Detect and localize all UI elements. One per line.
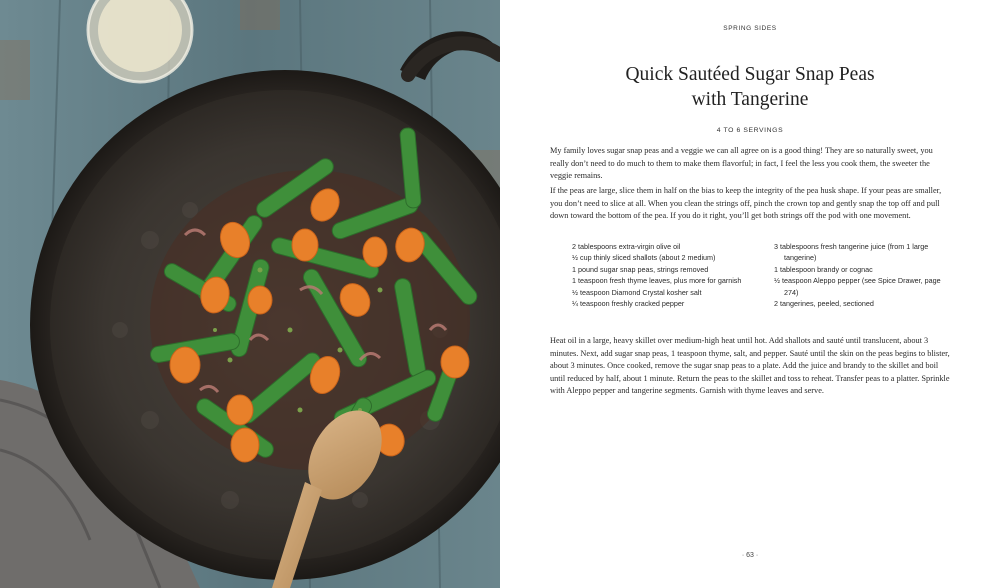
ingredient-item: 1 pound sugar snap peas, strings removed — [572, 264, 709, 274]
method-paragraph: Heat oil in a large, heavy skillet over medium-high heat until hot. Add shallots and sauté until translucent, about 3 minutes. Next, add sugar snap peas, 1 teaspoon thyme, salt, and pepper. Sauté until the skin on the peas begins to blister, about 3 minutes. Once cooked, remove the sugar snap peas to a plate. Add the juice and brandy to the skillet and boil until reduced by half, about 1 minute. Return the peas to the skillet and toss to reheat. Transfer peas to a platter. Sprinkle with Aleppo pepper and tangerine segments. Garnish with thyme leaves and serve. — [550, 336, 950, 396]
ingredient-item: ¼ teaspoon freshly cracked pepper — [572, 299, 685, 309]
ingredient-item: 1 teaspoon fresh thyme leaves, plus more for garnish — [572, 276, 742, 286]
intro-paragraph-1: My family loves sugar snap peas and a veggie we can all agree on is a good thing! They are so naturally sweet, you really don’t need to do much to them to make them flavorful; in fact, I feel the less you cook them, the sweeter the veggie remains. — [550, 146, 933, 181]
ingredient-item: 2 tablespoons extra-virgin olive oil — [572, 242, 681, 251]
recipe-title-line-2: with Tangerine — [691, 89, 809, 110]
ingredient-item: 2 tangerines, peeled, sectioned — [774, 299, 874, 309]
ingredient-item: ½ teaspoon Diamond Crystal kosher salt — [572, 287, 702, 297]
ingredient-item: 1 tablespoon brandy or cognac — [774, 264, 873, 274]
ingredient-item: ½ teaspoon Aleppo pepper (see Spice Drawer, page 274) — [774, 276, 941, 297]
recipe-title-line-1: Quick Sautéed Sugar Snap Peas — [625, 64, 875, 85]
servings-label: 4 TO 6 SERVINGS — [716, 127, 784, 134]
intro-paragraph-2: If the peas are large, slice them in half on the bias to keep the integrity of the pea husk shape. If your peas are smaller, you don’t need to slice at all. When you clean the strings off, pinch the crown top and gently snap the top off and pull down toward the bottom of the pea. If you do it right, you’ll get both strings off the pod with one movement. — [550, 186, 942, 221]
running-head: SPRING SIDES — [723, 25, 777, 32]
ingredient-item: 3 tablespoons fresh tangerine juice (from 1 large tangerine) — [774, 242, 929, 263]
ingredients-column-right — [774, 241, 952, 309]
ingredients-column-left — [572, 241, 747, 309]
ingredient-item: ½ cup thinly sliced shallots (about 2 medium) — [572, 253, 716, 263]
page-number: · 63 · — [741, 552, 759, 559]
recipe-title — [500, 62, 1000, 112]
recipe-page — [500, 0, 1000, 588]
